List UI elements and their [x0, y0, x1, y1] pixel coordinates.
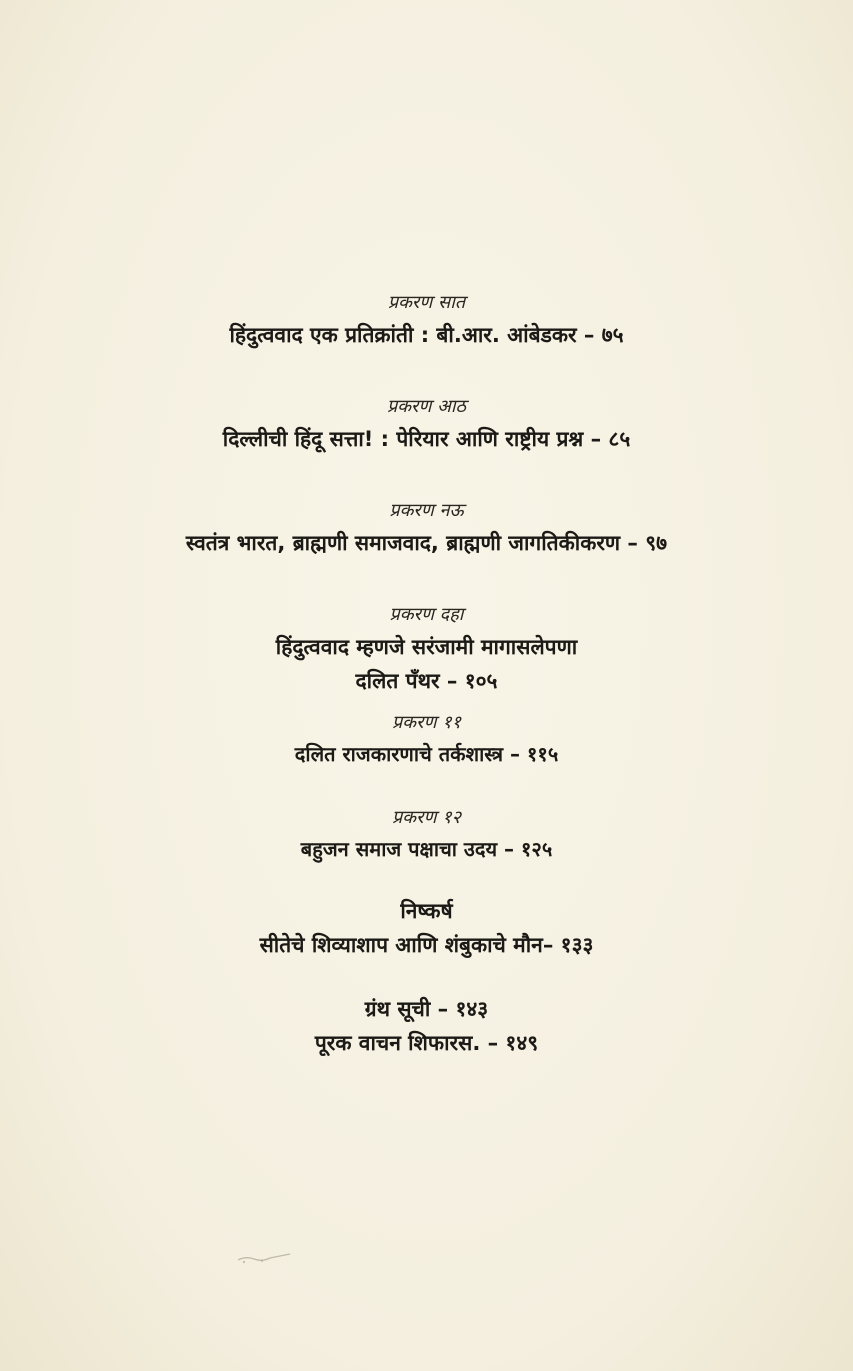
further-reading-entry: पूरक वाचन शिफारस. – १४९	[314, 1031, 539, 1055]
chapter-title-line-2: दलित पँथर – १०५	[355, 669, 498, 693]
toc-entry-chapter-9	[0, 496, 853, 560]
chapter-title: स्वतंत्र भारत, ब्राह्मणी समाजवाद, ब्राह्मणी जागतिकीकरण – ९७	[185, 531, 668, 555]
chapter-label: प्रकरण नऊ	[389, 500, 464, 521]
chapter-title: हिंदुत्ववाद एक प्रतिक्रांती : बी.आर. आंबेडकर – ७५	[229, 323, 624, 347]
toc-entry-chapter-8	[0, 392, 853, 456]
toc-entry-chapter-12	[0, 803, 853, 866]
chapter-title: बहुजन समाज पक्षाचा उदय – १२५	[300, 837, 553, 861]
chapter-title: दलित राजकारणाचे तर्कशास्त्र – ११५	[294, 742, 559, 766]
toc-entry-back-matter	[0, 992, 853, 1060]
toc-entry-chapter-10	[0, 600, 853, 698]
conclusion-title: सीतेचे शिव्याशाप आणि शंबुकाचे मौन– १३३	[259, 933, 594, 957]
chapter-label: प्रकरण सात	[387, 292, 466, 313]
toc-entry-chapter-11	[0, 708, 853, 771]
table-of-contents	[0, 288, 853, 1060]
chapter-label: प्रकरण ११	[392, 712, 461, 733]
toc-entry-conclusion	[0, 894, 853, 962]
ink-smudge	[236, 1248, 292, 1266]
chapter-label: प्रकरण आठ	[386, 396, 467, 417]
bibliography-entry: ग्रंथ सूची – १४३	[364, 997, 489, 1021]
toc-entry-chapter-7	[0, 288, 853, 352]
chapter-title: दिल्लीची हिंदू सत्ता! : पेरियार आणि राष्ट्रीय प्रश्न – ८५	[222, 427, 631, 451]
conclusion-heading: निष्कर्ष	[400, 899, 453, 923]
chapter-label: प्रकरण १२	[392, 807, 461, 828]
chapter-title-line-1: हिंदुत्ववाद म्हणजे सरंजामी मागासलेपणा	[275, 635, 578, 659]
chapter-label: प्रकरण दहा	[389, 604, 464, 625]
